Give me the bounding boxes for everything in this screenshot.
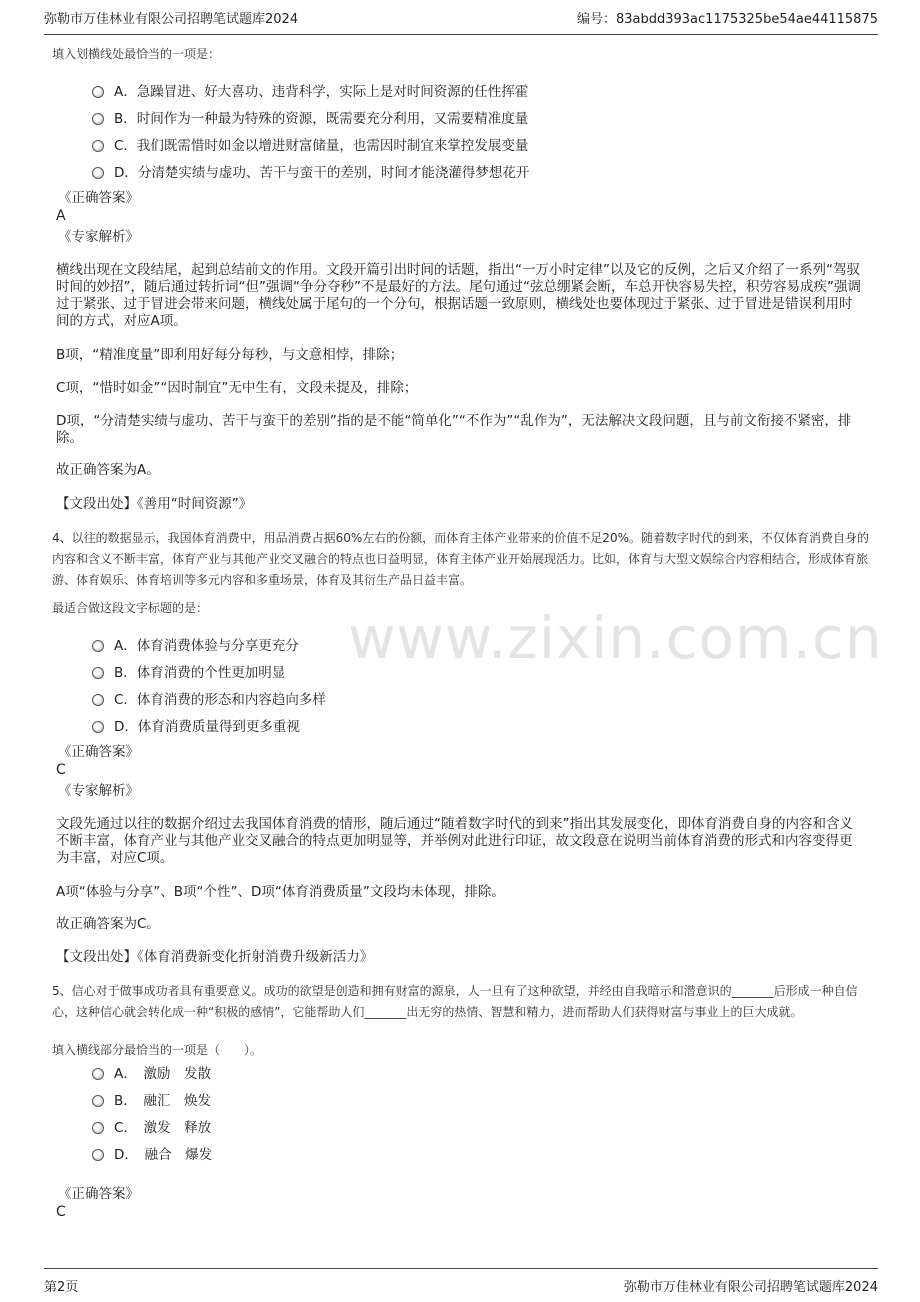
q3-analysis-c: C项，“惜时如金”“因时制宜”无中生有，文段未提及，排除； bbox=[56, 380, 418, 396]
q5-option-d[interactable]: D． 融合 爆发 bbox=[92, 1143, 212, 1163]
document-id: 编号：83abdd393ac1175325be54ae44115875 bbox=[576, 12, 878, 27]
radio-icon[interactable] bbox=[92, 667, 104, 679]
page-footer bbox=[44, 1268, 878, 1295]
q4-source: 【文段出处】《体育消费新变化折射消费升级新活力》 bbox=[56, 949, 374, 965]
q3-answer-label: 《正确答案》 bbox=[58, 190, 139, 206]
q4-answer-label: 《正确答案》 bbox=[58, 744, 139, 760]
q3-prompt: 填入划横线处最恰当的一项是： bbox=[52, 47, 221, 61]
q3-analysis-label: 《专家解析》 bbox=[58, 229, 139, 245]
q3-source: 【文段出处】《善用“时间资源”》 bbox=[56, 496, 253, 512]
q5-answer: C bbox=[56, 1204, 66, 1220]
q3-option-c[interactable]: C．我们既需惜时如金以增进财富储量，也需因时制宜来掌控发展变量 bbox=[92, 134, 528, 154]
radio-icon[interactable] bbox=[92, 140, 104, 152]
radio-icon[interactable] bbox=[92, 694, 104, 706]
q5-option-a[interactable]: A． 激励 发散 bbox=[92, 1062, 211, 1082]
radio-icon[interactable] bbox=[92, 1149, 104, 1161]
q4-analysis-main: 文段先通过以往的数据介绍过去我国体育消费的情形，随后通过“随着数字时代的到来”指出其发展变化，即体育消费自身的内容和含义不断丰富，体育产业与其他产业交叉融合的特点更加明显等，并举例对此进行印证，故文段意在说明当前体育消费的形式和内容变得更为丰富，对应C项。 bbox=[56, 816, 853, 866]
q4-analysis-others: A项“体验与分享”、B项“个性”、D项“体育消费质量”文段均未体现，排除。 bbox=[56, 884, 505, 900]
q3-analysis-main: 横线出现在文段结尾，起到总结前文的作用。文段开篇引出时间的话题，指出“一万小时定律”以及它的反例，之后又介绍了一系列“驾驭时间的妙招”，随后通过转折词“但”强调“争分夺秒”不是最好的方法。尾句通过“弦总绷紧会断，车总开快容易失控，积劳容易成疾”强调过于紧张、过于冒进会带来问题，横线处属于尾句的一个分句，根据话题一致原则，横线处也要体现过于紧张、过于冒进是错误利用时间的方式，对应A项。 bbox=[56, 262, 861, 329]
q5-option-b[interactable]: B． 融汇 焕发 bbox=[92, 1089, 211, 1109]
q3-option-b[interactable]: B．时间作为一种最为特殊的资源，既需要充分利用，又需要精准度量 bbox=[92, 107, 528, 127]
q3-conclusion: 故正确答案为A。 bbox=[56, 462, 160, 478]
radio-icon[interactable] bbox=[92, 113, 104, 125]
q5-prompt: 填入横线部分最恰当的一项是（ ）。 bbox=[52, 1043, 263, 1057]
page-header bbox=[44, 8, 878, 35]
q3-answer: A bbox=[56, 208, 66, 224]
radio-icon[interactable] bbox=[92, 86, 104, 98]
q4-stem: 4、以往的数据显示，我国体育消费中，用品消费占据60%左右的份额，而体育主体产业带来的价值不足20%。随着数字时代的到来，不仅体育消费自身的内容和含义不断丰富，体育产业与其他产业交叉融合的特点也日益明显，体育主体产业开始展现活力。比如，体育与大型文娱综合内容相结合，形成体育旅游、体育娱乐、体育培训等多元内容和多重场景，体育及其衍生产品日益丰富。 bbox=[52, 531, 869, 587]
page-number: 第2页 bbox=[44, 1280, 79, 1295]
header-title: 弥勒市万佳林业有限公司招聘笔试题库2024 bbox=[44, 12, 299, 27]
q4-option-c[interactable]: C．体育消费的形态和内容趋向多样 bbox=[92, 688, 326, 708]
q3-analysis-b: B项，“精准度量”即利用好每分每秒，与文意相悖，排除； bbox=[56, 347, 404, 363]
radio-icon[interactable] bbox=[92, 1122, 104, 1134]
footer-title: 弥勒市万佳林业有限公司招聘笔试题库2024 bbox=[623, 1280, 878, 1295]
q3-option-a[interactable]: A．急躁冒进、好大喜功、违背科学，实际上是对时间资源的任性挥霍 bbox=[92, 80, 528, 100]
radio-icon[interactable] bbox=[92, 721, 104, 733]
radio-icon[interactable] bbox=[92, 1068, 104, 1080]
q4-answer: C bbox=[56, 762, 66, 778]
q5-option-c[interactable]: C． 激发 释放 bbox=[92, 1116, 211, 1136]
q3-option-d[interactable]: D．分清楚实绩与虚功、苦干与蛮干的差别，时间才能浇灌得梦想花开 bbox=[92, 161, 529, 181]
q4-prompt: 最适合做这段文字标题的是： bbox=[52, 601, 209, 615]
q3-analysis-d: D项，“分清楚实绩与虚功、苦干与蛮干的差别”指的是不能“简单化”“不作为”“乱作为”，无法解决文段问题，且与前文衔接不紧密，排除。 bbox=[56, 413, 852, 446]
radio-icon[interactable] bbox=[92, 1095, 104, 1107]
q5-stem: 5、信心对于做事成功者具有重要意义。成功的欲望是创造和拥有财富的源泉，人一旦有了这种欲望，并经由自我暗示和潜意识的_______后形成一种自信心，这种信心就会转化成一种“积极的感情”，它能帮助人们_______出无穷的热情、智慧和精力，进而帮助人们获得财富与事业上的巨大成就。 bbox=[52, 984, 858, 1019]
q4-analysis-label: 《专家解析》 bbox=[58, 783, 139, 799]
q4-option-a[interactable]: A．体育消费体验与分享更充分 bbox=[92, 634, 299, 654]
radio-icon[interactable] bbox=[92, 167, 104, 179]
q4-option-b[interactable]: B．体育消费的个性更加明显 bbox=[92, 661, 285, 681]
q4-option-d[interactable]: D．体育消费质量得到更多重视 bbox=[92, 715, 300, 735]
watermark: www.zixin.com.cn bbox=[348, 604, 883, 672]
q4-conclusion: 故正确答案为C。 bbox=[56, 916, 160, 932]
radio-icon[interactable] bbox=[92, 640, 104, 652]
q5-answer-label: 《正确答案》 bbox=[58, 1186, 139, 1202]
